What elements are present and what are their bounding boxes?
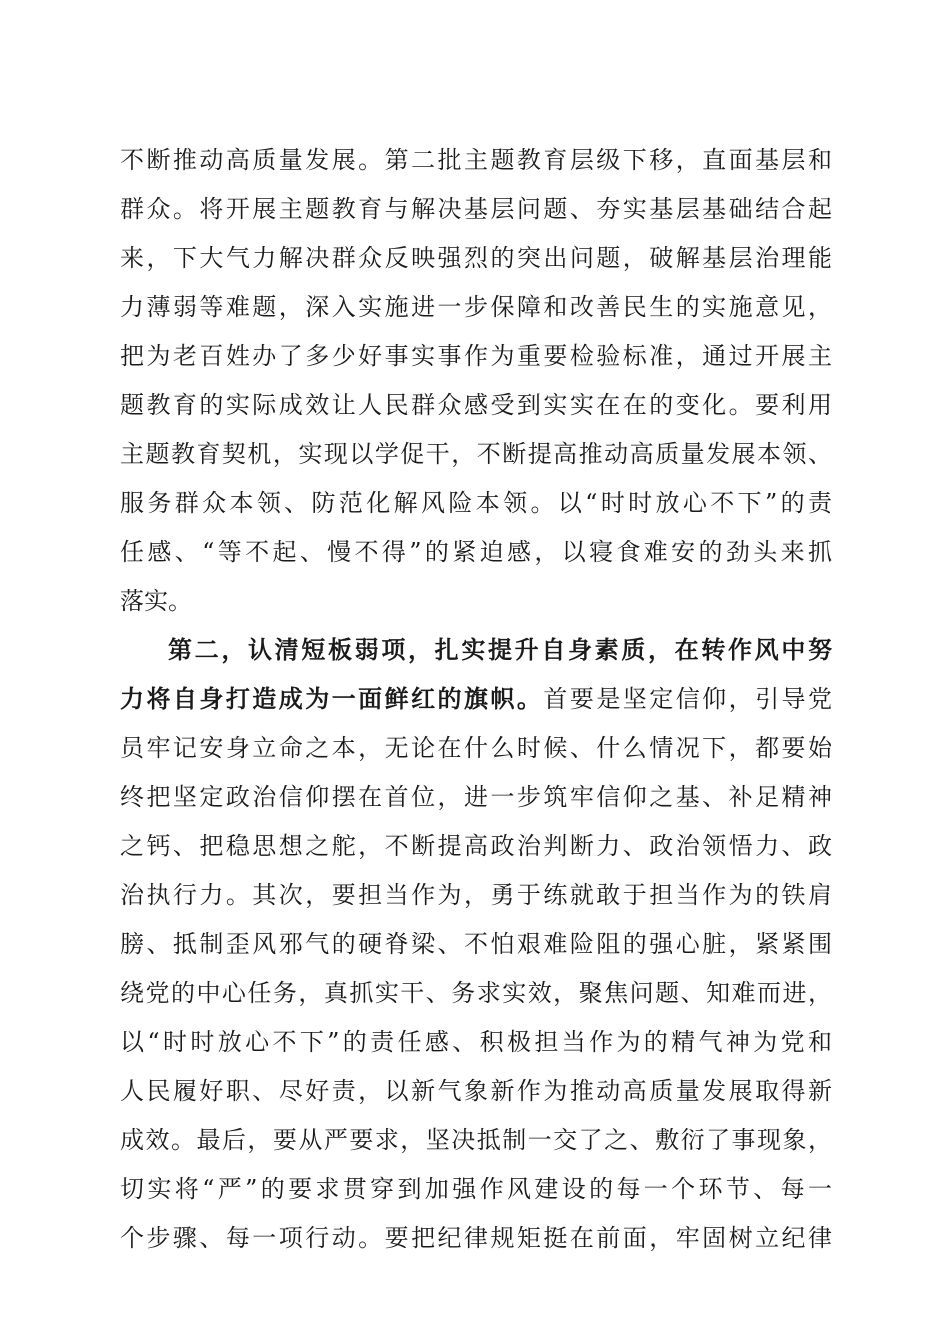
paragraph-1-line-8: 服务群众本领、防范化解风险本领。以“时时放心不下”的责 [120, 489, 832, 517]
paragraph-1-line-2: 群众。将开展主题教育与解决基层问题、夯实基层基础结合起 [120, 195, 832, 223]
paragraph-1-line-6: 题教育的实际成效让人民群众感受到实实在在的变化。要利用 [120, 391, 832, 419]
paragraph-2-line-7: 膀、抵制歪风邪气的硬脊梁、不怕艰难险阻的强心脏，紧紧围 [120, 930, 832, 958]
paragraph-1-line-4: 力薄弱等难题，深入实施进一步保障和改善民生的实施意见， [120, 293, 832, 321]
paragraph-1-line-3: 来，下大气力解决群众反映强烈的突出问题，破解基层治理能 [120, 244, 832, 272]
paragraph-2-line-2 [120, 679, 832, 719]
paragraph-1-line-9: 任感、“等不起、慢不得”的紧迫感，以寝食难安的劲头来抓 [120, 538, 832, 566]
paragraph-2-heading-end: 力将自身打造成为一面鲜红的旗帜。 [120, 684, 544, 713]
paragraph-2-line-9: 以“时时放心不下”的责任感、积极担当作为的精气神为党和 [120, 1028, 832, 1056]
paragraph-2-line-6: 治执行力。其次，要担当作为，勇于练就敢于担当作为的铁肩 [120, 881, 832, 909]
paragraph-2-heading-line-1: 第二，认清短板弱项，扎实提升自身素质，在转作风中努 [168, 635, 832, 664]
paragraph-2-line-5: 之钙、把稳思想之舵，不断提高政治判断力、政治领悟力、政 [120, 832, 832, 860]
paragraph-2-line-10: 人民履好职、尽好责，以新气象新作为推动高质量发展取得新 [120, 1077, 832, 1105]
paragraph-2-line-12: 切实将“严”的要求贯穿到加强作风建设的每一个环节、每一 [120, 1175, 832, 1203]
paragraph-2-line-2-rest: 首要是坚定信仰，引导党 [543, 685, 833, 713]
paragraph-2-line-3: 员牢记安身立命之本，无论在什么时候、什么情况下，都要始 [120, 734, 832, 762]
paragraph-2-line-13: 个步骤、每一项行动。要把纪律规矩挺在前面，牢固树立纪律 [120, 1224, 832, 1252]
paragraph-2-line-8: 绕党的中心任务，真抓实干、务求实效，聚焦问题、知难而进， [120, 979, 832, 1007]
paragraph-2-line-4: 终把坚定政治信仰摆在首位，进一步筑牢信仰之基、补足精神 [120, 783, 832, 811]
paragraph-2-line-11: 成效。最后，要从严要求，坚决抵制一交了之、敷衍了事现象， [120, 1126, 832, 1154]
paragraph-1-line-5: 把为老百姓办了多少好事实事作为重要检验标准，通过开展主 [120, 342, 832, 370]
paragraph-1-line-1: 不断推动高质量发展。第二批主题教育层级下移，直面基层和 [120, 146, 832, 174]
paragraph-1-line-7: 主题教育契机，实现以学促干，不断提高推动高质量发展本领、 [120, 440, 832, 468]
paragraph-1-line-10: 落实。 [120, 587, 192, 615]
